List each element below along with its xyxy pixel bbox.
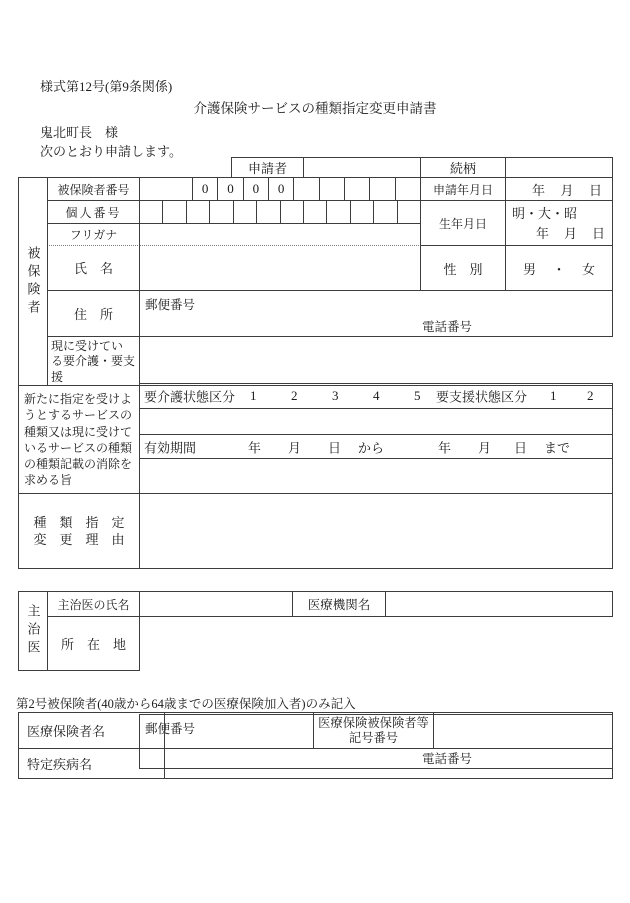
grid-cell bbox=[186, 201, 209, 223]
birth-date-tokens bbox=[506, 222, 612, 242]
care-level-5: 5 bbox=[414, 388, 421, 403]
address-postal-code-label: 郵便番号 bbox=[145, 298, 196, 312]
insurance-symbol-line2: 記号番号 bbox=[348, 730, 399, 745]
personal-number-label-cell: 個人番号 bbox=[47, 200, 140, 224]
grid-cell bbox=[303, 201, 326, 223]
grid-cell: 0 bbox=[192, 178, 217, 200]
support-category-label: 要支援状態区分 bbox=[436, 389, 528, 405]
care-level-2: 2 bbox=[291, 388, 298, 403]
gender-male: 男 bbox=[523, 261, 537, 277]
page-title: 介護保険サービスの種類指定変更申請書 bbox=[193, 101, 437, 116]
valid-to-month: 月 bbox=[478, 440, 492, 455]
insurer-name-value-cell bbox=[164, 712, 314, 749]
valid-from-day: 日 bbox=[328, 440, 342, 455]
new-service-value-cell bbox=[139, 385, 613, 494]
doctor-postal-code-label: 郵便番号 bbox=[145, 722, 196, 736]
doctor-phone-label: 電話番号 bbox=[422, 752, 473, 766]
doctor-location-label-cell: 所 在 地 bbox=[47, 616, 140, 671]
valid-to-suffix: まで bbox=[544, 440, 571, 455]
doctor-name-label-cell: 主治医の氏名 bbox=[47, 591, 140, 617]
change-reason-label-cell bbox=[18, 493, 140, 569]
relationship-label-cell: 続柄 bbox=[420, 157, 506, 178]
valid-to-day: 日 bbox=[514, 440, 528, 455]
secondary-insured-heading: 第2号被保険者(40歳から64歳までの医療保険加入者)のみ記入 bbox=[16, 697, 356, 711]
grid-cell bbox=[344, 178, 369, 200]
valid-period-label: 有効期間 bbox=[144, 440, 197, 455]
applicant-name-cell bbox=[303, 157, 421, 178]
grid-cell bbox=[397, 201, 420, 223]
grid-cell bbox=[319, 178, 344, 200]
grid-cell bbox=[326, 201, 349, 223]
valid-from-year: 年 bbox=[248, 440, 262, 455]
valid-from-suffix: から bbox=[358, 440, 385, 455]
grid-cell bbox=[369, 178, 394, 200]
birth-date-day: 日 bbox=[591, 226, 605, 241]
gender-label-cell: 性 別 bbox=[420, 245, 506, 291]
application-date-year: 年 bbox=[532, 182, 546, 198]
current-status-line1: 現に受けてい bbox=[51, 338, 124, 353]
care-level-3: 3 bbox=[332, 388, 339, 403]
name-value-cell bbox=[139, 245, 421, 291]
change-reason-value-cell bbox=[139, 493, 613, 569]
grid-cell: 0 bbox=[217, 178, 242, 200]
grid-cell bbox=[233, 201, 256, 223]
gender-female: 女 bbox=[581, 261, 595, 277]
care-level-4: 4 bbox=[373, 388, 380, 403]
address-value-cell bbox=[139, 290, 613, 337]
current-status-label-cell bbox=[47, 336, 140, 386]
support-level-2: 2 bbox=[587, 388, 594, 403]
address-label-cell: 住 所 bbox=[47, 290, 140, 337]
insured-number-label-cell: 被保険者番号 bbox=[47, 177, 140, 201]
grid-cell bbox=[162, 201, 185, 223]
grid-cell bbox=[373, 201, 396, 223]
grid-cell: 0 bbox=[243, 178, 268, 200]
insurance-symbol-label-cell bbox=[313, 712, 434, 749]
current-status-line2: る要介護・要支 bbox=[51, 354, 136, 369]
grid-cell bbox=[209, 201, 232, 223]
grid-cell bbox=[140, 201, 162, 223]
birth-date-month: 月 bbox=[563, 226, 577, 241]
grid-cell bbox=[280, 201, 303, 223]
relationship-value-cell bbox=[505, 157, 613, 178]
grid-cell bbox=[350, 201, 373, 223]
grid-cell bbox=[395, 178, 420, 200]
support-level-1: 1 bbox=[550, 388, 557, 403]
birth-date-value-cell bbox=[505, 200, 613, 246]
intro-text: 次のとおり申請します。 bbox=[40, 144, 182, 159]
specific-disease-value-cell bbox=[164, 748, 613, 779]
doctor-name-value-cell bbox=[139, 591, 293, 617]
personal-number-grid bbox=[139, 200, 421, 224]
insurer-name-label-cell: 医療保険者名 bbox=[18, 712, 165, 749]
name-label-cell: 氏 名 bbox=[47, 245, 140, 291]
change-reason-line2: 変 更 理 由 bbox=[33, 532, 125, 547]
insured-number-grid bbox=[139, 177, 421, 201]
form-number: 様式第12号(第9条関係) bbox=[40, 79, 173, 94]
insurance-symbol-line1: 医療保険被保険者等 bbox=[318, 715, 429, 730]
birth-date-label-cell: 生年月日 bbox=[420, 200, 506, 246]
gender-value-cell bbox=[505, 245, 613, 291]
grid-cell: 0 bbox=[268, 178, 293, 200]
care-category-label: 要介護状態区分 bbox=[144, 389, 236, 405]
new-service-label-cell: 新たに指定を受けようとするサービスの種類又は現に受けているサービスの種類の種類記載の消除を求める旨 bbox=[18, 385, 140, 494]
care-level-1: 1 bbox=[250, 388, 257, 403]
doctor-section-label: 主治医 bbox=[18, 591, 48, 671]
insurance-symbol-value-cell bbox=[433, 712, 613, 749]
medical-institution-label-cell: 医療機関名 bbox=[292, 591, 386, 617]
insured-section-label: 被保険者 bbox=[18, 177, 48, 386]
gender-separator: ・ bbox=[552, 261, 566, 277]
change-reason-line1: 種 類 指 定 bbox=[33, 515, 125, 530]
valid-to-year: 年 bbox=[438, 440, 452, 455]
grid-cell bbox=[256, 201, 279, 223]
furigana-value-cell bbox=[139, 223, 421, 246]
applicant-header-label-cell: 申請者 bbox=[231, 157, 304, 178]
current-status-line3: 援 bbox=[51, 369, 64, 384]
valid-from-month: 月 bbox=[288, 440, 302, 455]
application-date-value-cell bbox=[505, 177, 613, 201]
application-date-day: 日 bbox=[588, 182, 602, 198]
address-phone-label: 電話番号 bbox=[422, 320, 473, 334]
grid-cell bbox=[293, 178, 318, 200]
furigana-label-cell: フリガナ bbox=[47, 223, 140, 246]
application-date-month: 月 bbox=[560, 182, 574, 198]
application-date-label-cell: 申請年月日 bbox=[420, 177, 506, 201]
birth-date-year: 年 bbox=[536, 226, 550, 241]
birth-era: 明・大・昭 bbox=[512, 206, 578, 221]
specific-disease-label-cell: 特定疾病名 bbox=[18, 748, 165, 779]
grid-cell bbox=[140, 178, 192, 200]
medical-institution-value-cell bbox=[385, 591, 613, 617]
addressee: 鬼北町長 様 bbox=[40, 125, 119, 140]
